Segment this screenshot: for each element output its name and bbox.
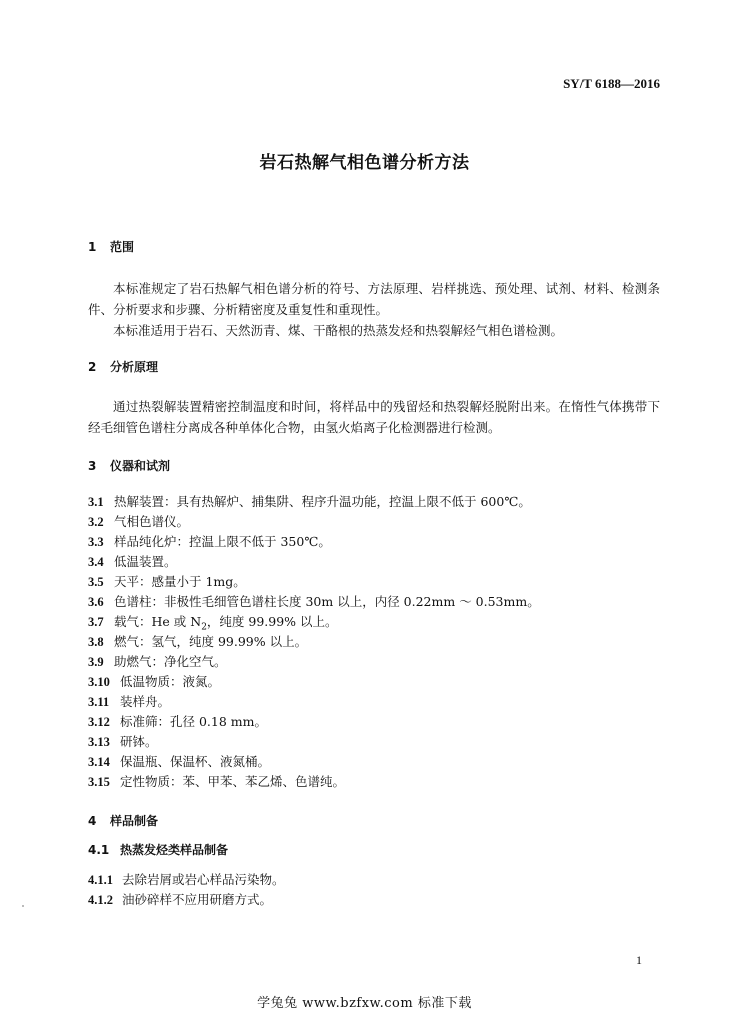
subsection-title: 热蒸发烃类样品制备 (120, 843, 229, 857)
item-number: 4.1.2 (88, 893, 113, 907)
item-number: 3.7 (88, 615, 104, 629)
item-text: 低温装置。 (114, 554, 177, 569)
section-1-heading (88, 238, 134, 255)
standard-code: SY/T 6188—2016 (563, 76, 660, 91)
list-item (88, 752, 660, 772)
item-text: 燃气：氢气，纯度 99.99% 以上。 (114, 634, 308, 649)
scan-speck (22, 905, 24, 907)
item-text: 热解装置：具有热解炉、捕集阱、程序升温功能，控温上限不低于 600℃。 (114, 494, 531, 509)
section-2-heading (88, 358, 158, 375)
item-text: 样品纯化炉：控温上限不低于 350℃。 (114, 534, 331, 549)
list-item (88, 532, 660, 552)
section-2-body (88, 396, 660, 438)
item-number: 3.3 (88, 535, 104, 549)
item-number: 4.1.1 (88, 873, 113, 887)
footer-watermark-text: 学兔兔 www.bzfxw.com 标准下载 (257, 996, 472, 1011)
list-item (88, 632, 660, 652)
item-text (114, 614, 338, 633)
list-item (88, 572, 660, 592)
document-title: 岩石热解气相色谱分析方法 (259, 153, 470, 173)
item-text: 标准筛：孔径 0.18 mm。 (120, 714, 267, 729)
item-number: 3.13 (88, 735, 110, 749)
list-item (88, 712, 660, 732)
subsection-4-1-heading (88, 841, 228, 858)
section-number: 2 (88, 360, 97, 374)
item-text: 去除岩屑或岩心样品污染物。 (122, 872, 285, 887)
item-number: 3.10 (88, 675, 110, 689)
item-number: 3.12 (88, 715, 110, 729)
item-number: 3.8 (88, 635, 104, 649)
item-text: 助燃气：净化空气。 (114, 654, 227, 669)
section-title: 仪器和试剂 (110, 459, 171, 473)
list-item (88, 732, 660, 752)
item-text: 低温物质：液氮。 (120, 674, 221, 689)
section-title: 范围 (110, 240, 135, 254)
list-item (88, 672, 660, 692)
section-3-heading (88, 457, 170, 474)
list-item (88, 552, 660, 572)
item-number: 3.15 (88, 775, 110, 789)
subsection-number: 4.1 (88, 843, 110, 857)
item-number: 3.6 (88, 595, 104, 609)
section-1-body (88, 278, 660, 341)
item-text-part: 载气：He 或 N (114, 614, 202, 629)
item-number: 3.1 (88, 495, 104, 509)
list-item (88, 890, 660, 910)
list-item (88, 512, 660, 532)
page-number: 1 (636, 953, 642, 967)
section-title: 分析原理 (110, 360, 159, 374)
item-text: 保温瓶、保温杯、液氮桶。 (120, 754, 271, 769)
item-text: 气相色谱仪。 (114, 514, 190, 529)
item-number: 3.9 (88, 655, 104, 669)
item-text: 油砂碎样不应用研磨方式。 (122, 892, 273, 907)
section-number: 1 (88, 240, 97, 254)
item-number: 3.11 (88, 695, 110, 709)
item-text-part: ，纯度 99.99% 以上。 (206, 614, 338, 629)
item-text: 天平：感量小于 1mg。 (114, 574, 246, 589)
section-number: 3 (88, 459, 97, 473)
section-title: 样品制备 (110, 814, 159, 828)
item-number: 3.5 (88, 575, 104, 589)
item-number: 3.2 (88, 515, 104, 529)
section-number: 4 (88, 814, 97, 828)
list-item (88, 492, 660, 512)
section-4-heading (88, 812, 158, 829)
item-text: 定性物质：苯、甲苯、苯乙烯、色谱纯。 (120, 774, 346, 789)
list-item (88, 772, 660, 792)
paragraph: 本标准规定了岩石热解气相色谱分析的符号、方法原理、岩样挑选、预处理、试剂、材料、检测条件、分析要求和步骤、分析精密度及重复性和重现性。 (88, 281, 660, 317)
list-item (88, 592, 660, 612)
paragraph: 通过热裂解装置精密控制温度和时间，将样品中的残留烃和热裂解烃脱附出来。在惰性气体携带下经毛细管色谱柱分离成各种单体化合物，由氢火焰离子化检测器进行检测。 (88, 399, 660, 435)
item-number: 3.4 (88, 555, 104, 569)
list-item (88, 652, 660, 672)
subscript: 2 (201, 622, 207, 633)
paragraph: 本标准适用于岩石、天然沥青、煤、干酪根的热蒸发烃和热裂解烃气相色谱检测。 (113, 323, 564, 338)
list-item (88, 692, 660, 712)
item-text: 装样舟。 (120, 694, 171, 709)
item-number: 3.14 (88, 755, 110, 769)
item-text: 研钵。 (120, 734, 158, 749)
item-text: 色谱柱：非极性毛细管色谱柱长度 30m 以上，内径 0.22mm ～ 0.53mm。 (114, 594, 540, 609)
list-item (88, 870, 660, 890)
